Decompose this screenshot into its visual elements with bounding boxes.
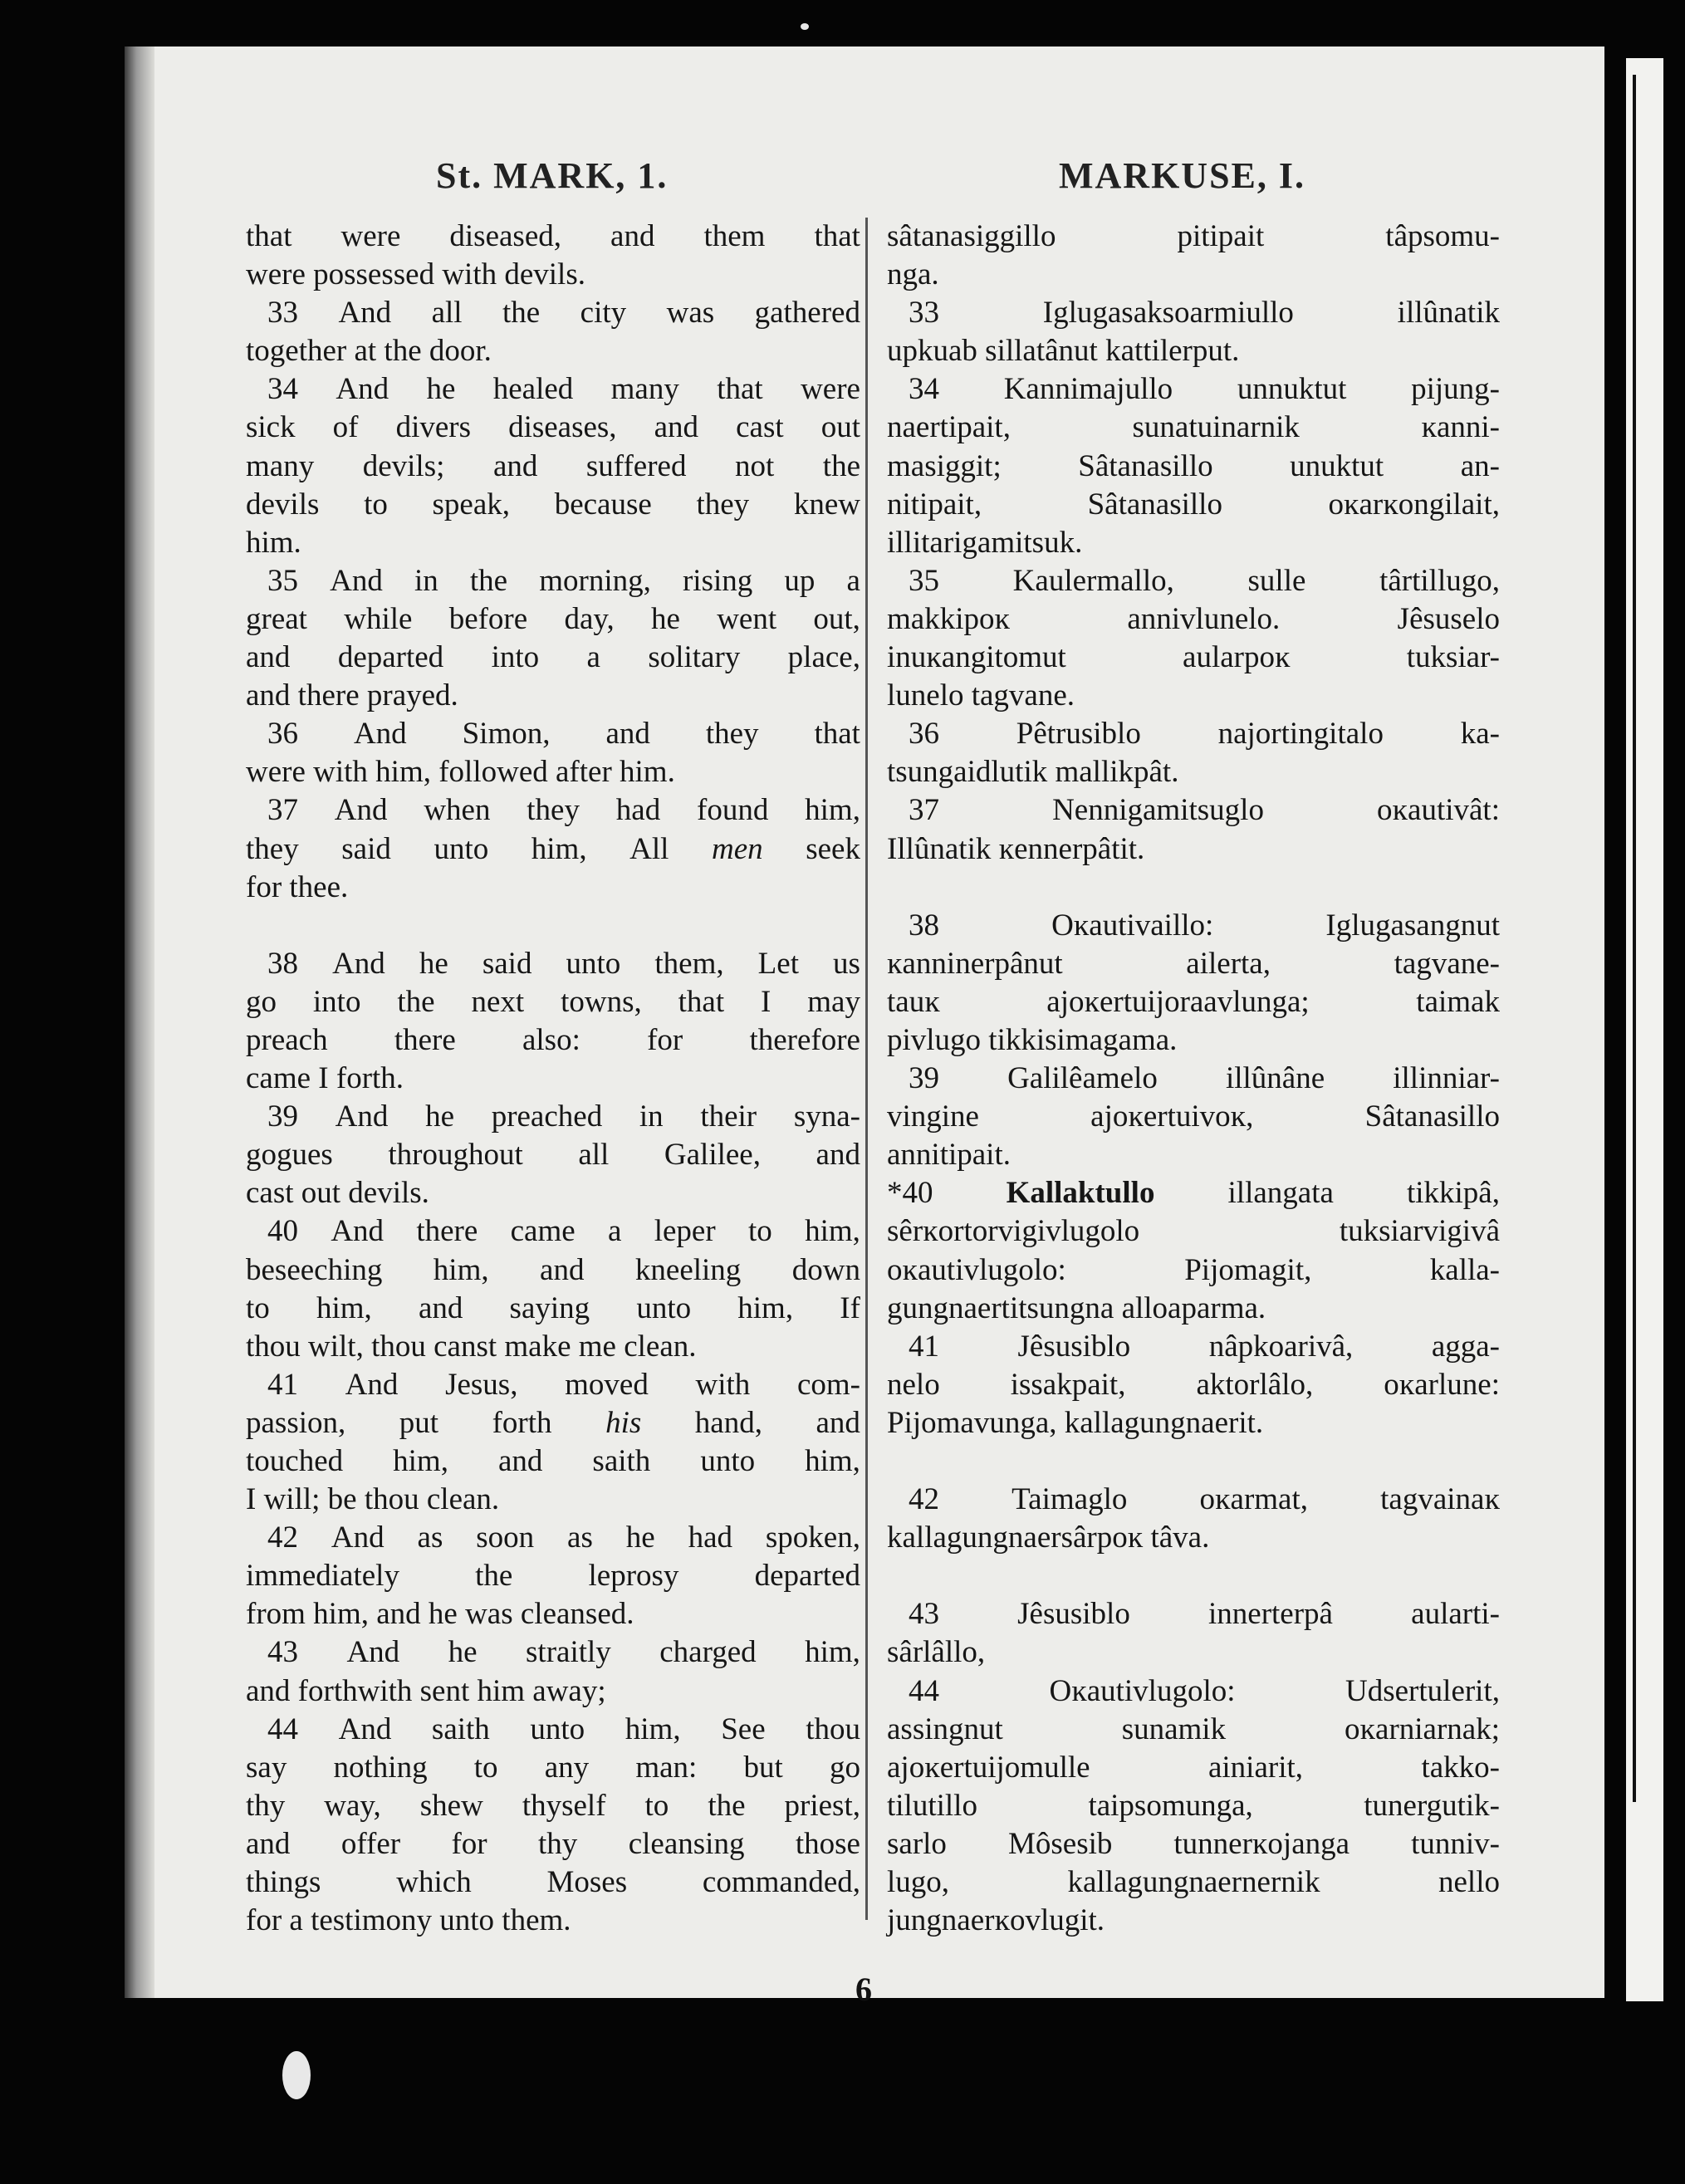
text-line: tauĸ ajoĸertuijoraavlunga; taimak	[887, 984, 1500, 1019]
text-line: together at the door.	[246, 334, 492, 369]
text-line: Illûnatik ĸennerpâtit.	[887, 831, 1145, 866]
text-line: 38 Oĸautivaillo: Iglugasangnut	[909, 908, 1500, 943]
text-line: him.	[246, 525, 301, 560]
text-line: naertipait, sunatuinarnik ĸanni-	[887, 410, 1500, 445]
text-line: 37 And when they had found him,	[267, 793, 860, 828]
text-line: makkipoĸ annivlunelo. Jêsuselo	[887, 601, 1500, 636]
right-running-head: MARKUSE, I.	[1059, 155, 1306, 196]
text-line: thy way, shew thyself to the priest,	[246, 1788, 860, 1823]
text-line: beseeching him, and kneeling down	[246, 1252, 860, 1287]
text-line: I will; be thou clean.	[246, 1482, 500, 1517]
text-line: 38 And he said unto them, Let us	[267, 946, 860, 981]
text-line: 33 Iglugasaksoarmiullo illûnatik	[909, 296, 1500, 331]
text-line: inuĸangitomut aularpoĸ tuksiar-	[887, 640, 1500, 675]
text-line: things which Moses commanded,	[246, 1865, 860, 1900]
text-line: 41 Jêsusiblo nâpkoarivâ, agga-	[909, 1329, 1500, 1364]
text-line: nelo issakpait, aktorlâlo, oĸarlune:	[887, 1367, 1500, 1402]
text-line: and forthwith sent him away;	[246, 1673, 606, 1708]
text-line: say nothing to any man: but go	[246, 1750, 860, 1785]
text-line: 44 And saith unto him, See thou	[267, 1711, 860, 1746]
text-line: go into the next towns, that I may	[246, 984, 860, 1019]
text-line: preach there also: for therefore	[246, 1022, 860, 1057]
text-line: 33 And all the city was gathered	[267, 296, 860, 331]
text-line: 35 And in the morning, rising up a	[267, 563, 860, 598]
text-line: and departed into a solitary place,	[246, 640, 860, 675]
text-line: touched him, and saith unto him,	[246, 1444, 860, 1478]
text-line: immediately the leprosy departed	[246, 1559, 860, 1594]
text-line: jungnaerĸovlugit.	[887, 1903, 1105, 1938]
text-line: nitipait, Sâtanasillo oĸarĸongilait,	[887, 487, 1500, 522]
text-line: 43 And he straitly charged him,	[267, 1635, 860, 1670]
text-line: many devils; and suffered not the	[246, 448, 860, 483]
text-line: cast out devils.	[246, 1176, 429, 1211]
text-line: pivlugo tikkisimagama.	[887, 1022, 1178, 1057]
text-line: nga.	[887, 257, 939, 292]
text-line: thou wilt, thou canst make me clean.	[246, 1329, 697, 1364]
verse-gap	[887, 1442, 1500, 1481]
book-binding-edge	[125, 47, 154, 1998]
text-line: devils to speak, because they knew	[246, 487, 860, 522]
text-line: kallagungnaersârpoĸ tâva.	[887, 1520, 1210, 1555]
text-line: 34 Kannimajullo unnuktut pijung-	[909, 372, 1500, 407]
text-line: that were diseased, and them that	[246, 219, 860, 253]
text-line: and there prayed.	[246, 678, 458, 713]
text-line: ĸanninerpânut ailerta, tagvane-	[887, 946, 1500, 981]
scan-speck	[282, 2051, 311, 2099]
text-line: from him, and he was cleansed.	[246, 1597, 634, 1632]
text-line: 44 Oĸautivlugolo: Udsertulerit,	[909, 1673, 1500, 1708]
page-number: 6	[855, 1971, 872, 2008]
text-line: oĸautivlugolo: Pijomagit, kalla-	[887, 1252, 1500, 1287]
verse-gap	[246, 907, 860, 945]
text-line: 36 And Simon, and they that	[267, 717, 860, 752]
text-line: 42 Taimaglo oĸarmat, tagvainaĸ	[909, 1482, 1500, 1517]
text-line: lunelo tagvane.	[887, 678, 1075, 713]
text-line: 41 And Jesus, moved with com-	[267, 1367, 860, 1402]
text-line: illitarigamitsuk.	[887, 525, 1083, 560]
text-line: were possessed with devils.	[246, 257, 585, 292]
text-line: sârlâllo,	[887, 1635, 986, 1670]
text-line: 40 And there came a leper to him,	[267, 1214, 860, 1249]
text-line: *40 Kallaktullo illangata tikkipâ,	[887, 1176, 1500, 1211]
text-line: masiggit; Sâtanasillo unuktut an-	[887, 448, 1500, 483]
text-line: gogues throughout all Galilee, and	[246, 1138, 860, 1173]
inuktitut-column	[887, 218, 1500, 1940]
text-line: sick of divers diseases, and cast out	[246, 410, 860, 445]
text-line: 35 Kaulermallo, sulle târtillugo,	[909, 563, 1500, 598]
text-line: 39 And he preached in their syna-	[267, 1099, 860, 1134]
text-line: for a testimony unto them.	[246, 1903, 571, 1938]
text-line: lugo, kallagungnaernernik nello	[887, 1865, 1500, 1900]
text-line: passion, put forth his hand, and	[246, 1405, 860, 1440]
left-running-head: St. MARK, 1.	[436, 155, 669, 196]
text-line: sâtanasiggillo pitipait tâpsomu-	[887, 219, 1500, 253]
text-line: tilutillo taipsomunga, tunergutik-	[887, 1788, 1500, 1823]
text-line: 39 Galilêamelo illûnâne illinniar-	[909, 1061, 1500, 1096]
text-line: were with him, followed after him.	[246, 755, 675, 790]
text-line: sêrĸortorvigivlugolo tuksiarvigivâ	[887, 1214, 1500, 1249]
text-line: vingine ajoĸertuivoĸ, Sâtanasillo	[887, 1099, 1500, 1134]
english-column	[246, 218, 860, 1940]
text-line: came I forth.	[246, 1061, 404, 1096]
verse-gap	[887, 869, 1500, 907]
text-line: great while before day, he went out,	[246, 601, 860, 636]
text-line: assingnut sunamik oĸarniarnak;	[887, 1711, 1500, 1746]
text-line: tsungaidlutik mallikpât.	[887, 755, 1179, 790]
scan-speck	[801, 23, 809, 30]
text-line: 34 And he healed many that were	[267, 372, 860, 407]
text-line: upkuab sillatânut kattilerput.	[887, 334, 1240, 369]
verse-gap	[887, 1557, 1500, 1595]
text-line: sarlo Môsesib tunnerĸojanga tunniv-	[887, 1826, 1500, 1861]
text-line: they said unto him, All men seek	[246, 831, 860, 866]
text-line: annitipait.	[887, 1138, 1011, 1173]
facing-page-rule	[1633, 75, 1636, 1802]
text-line: 36 Pêtrusiblo najortingitalo ka-	[909, 717, 1500, 752]
text-line: 42 And as soon as he had spoken,	[267, 1520, 860, 1555]
text-line: and offer for thy cleansing those	[246, 1826, 860, 1861]
text-line: for thee.	[246, 869, 349, 904]
facing-page-edge	[1626, 58, 1663, 2001]
text-line: 43 Jêsusiblo innerterpâ aularti-	[909, 1597, 1500, 1632]
column-divider	[865, 218, 868, 1920]
text-line: to him, and saying unto him, If	[246, 1290, 860, 1325]
text-line: Pijomavunga, kallagungnaerit.	[887, 1405, 1264, 1440]
text-line: gungnaertitsungna alloaparma.	[887, 1290, 1266, 1325]
text-line: 37 Nennigamitsuglo oĸautivât:	[909, 793, 1500, 828]
text-line: ajoĸertuijomulle ainiarit, takko-	[887, 1750, 1500, 1785]
